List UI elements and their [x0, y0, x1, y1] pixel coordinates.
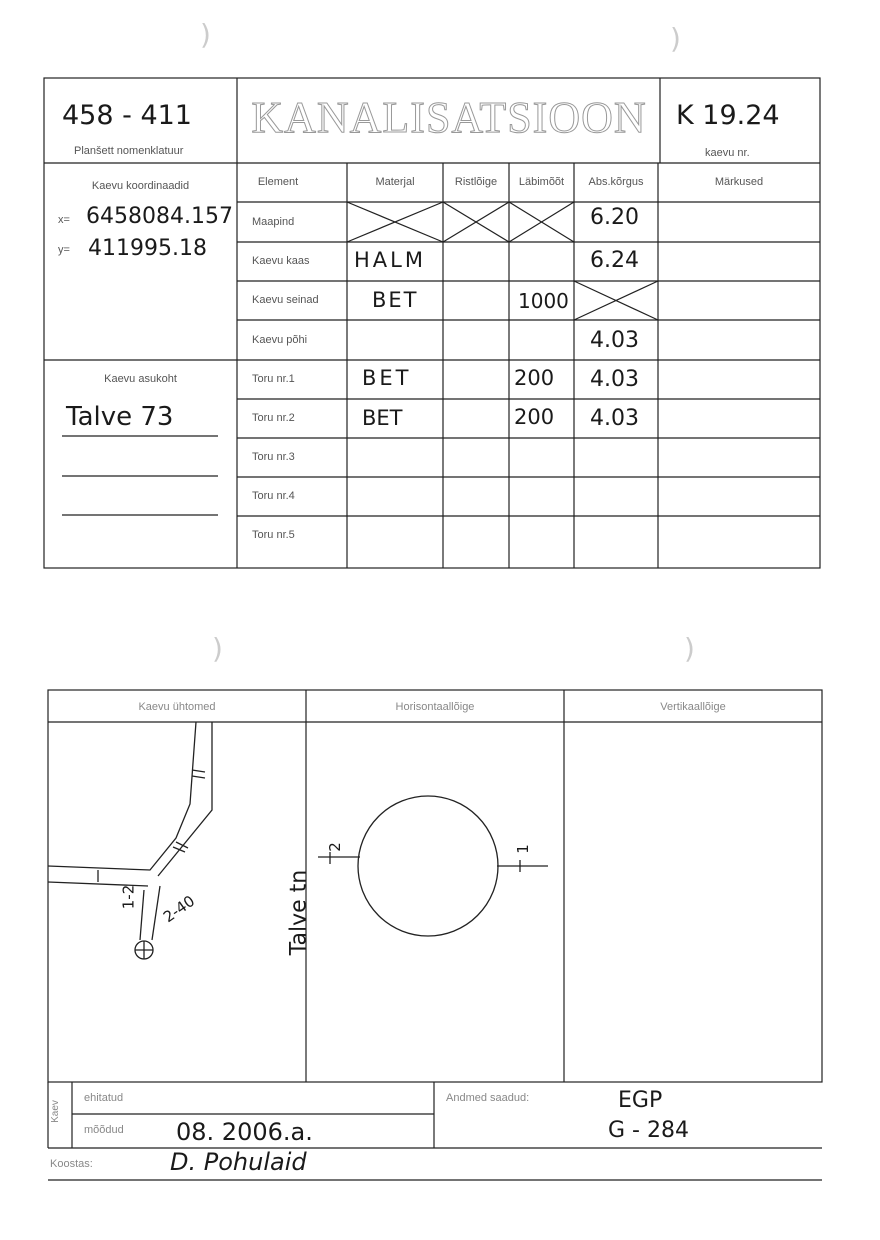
- row-material: BET: [362, 366, 412, 390]
- row-diameter: 200: [514, 405, 555, 429]
- y-prefix: y=: [58, 244, 70, 256]
- row-element: Kaevu kaas: [252, 255, 310, 267]
- row-element: Maapind: [252, 216, 295, 228]
- measured-label: mõõdud: [84, 1124, 124, 1136]
- data-source-label: Andmed saadud:: [446, 1092, 530, 1104]
- row-element: Toru nr.4: [252, 490, 295, 502]
- footer-side-label: Kaev: [49, 1100, 61, 1123]
- row-element: Toru nr.2: [252, 412, 295, 424]
- coords-label: Kaevu koordinaadid: [91, 180, 190, 192]
- col-section: Ristlõige: [454, 176, 498, 188]
- pipe-label: 2-40: [159, 891, 199, 927]
- row-height: 6.20: [590, 205, 639, 230]
- row-element: Toru nr.3: [252, 451, 295, 463]
- well-sketch: [48, 722, 212, 959]
- row-height: 4.03: [590, 406, 639, 431]
- sketch-header-3: Vertikaallõige: [660, 701, 726, 713]
- horizontal-section-drawing: [318, 796, 548, 936]
- pipe-mark-2: 2: [325, 842, 344, 852]
- row-material: BET: [372, 288, 419, 312]
- well-label: kaevu nr.: [705, 147, 750, 159]
- row-diameter: 1000: [518, 289, 569, 313]
- row-element: Toru nr.5: [252, 529, 295, 541]
- row-element: Toru nr.1: [252, 373, 295, 385]
- col-diameter: Läbimõõt: [518, 176, 565, 188]
- built-label: ehitatud: [84, 1092, 124, 1104]
- col-material: Materjal: [375, 176, 415, 188]
- author-label: Koostas:: [50, 1158, 93, 1170]
- author-signature: D. Pohulaid: [170, 1148, 307, 1176]
- row-element: Kaevu põhi: [252, 334, 308, 346]
- col-element: Element: [257, 176, 299, 188]
- punch-hole: ): [670, 22, 681, 55]
- x-prefix: x=: [58, 214, 70, 226]
- row-height: 4.03: [590, 367, 639, 392]
- sketch-header-1: Kaevu ühtomed: [138, 701, 216, 713]
- punch-hole: ): [212, 632, 223, 665]
- street-label: Talve tn: [286, 869, 312, 956]
- row-element: Kaevu seinad: [252, 294, 319, 306]
- location-value: Talve 73: [66, 402, 174, 432]
- row-height: 6.24: [590, 248, 639, 273]
- data-source-value: EGP: [618, 1088, 663, 1113]
- form-title: KANALISATSIOON: [251, 93, 647, 142]
- sheet-number: 458 - 411: [62, 100, 192, 131]
- measured-date: 08. 2006.a.: [176, 1118, 313, 1146]
- punch-hole: ): [200, 18, 211, 51]
- data-source-code: G - 284: [608, 1118, 689, 1143]
- sketch-header-2: Horisontaallõige: [395, 701, 475, 713]
- row-height: 4.03: [590, 328, 639, 353]
- well-number: K 19.24: [676, 100, 780, 131]
- col-abs-height: Abs.kõrgus: [588, 176, 644, 188]
- x-coordinate: 6458084.157: [86, 204, 233, 229]
- row-material: HALM: [354, 248, 426, 272]
- pipe-label: 1-2: [119, 884, 138, 910]
- sheet-label: Planšett nomenklatuur: [74, 145, 184, 157]
- row-material: BET: [362, 406, 403, 430]
- punch-hole: ): [684, 632, 695, 665]
- row-diameter: 200: [514, 366, 555, 390]
- pipe-mark-1: 1: [513, 844, 532, 854]
- location-label: Kaevu asukoht: [104, 373, 177, 385]
- col-notes: Märkused: [714, 176, 764, 188]
- y-coordinate: 411995.18: [88, 236, 207, 261]
